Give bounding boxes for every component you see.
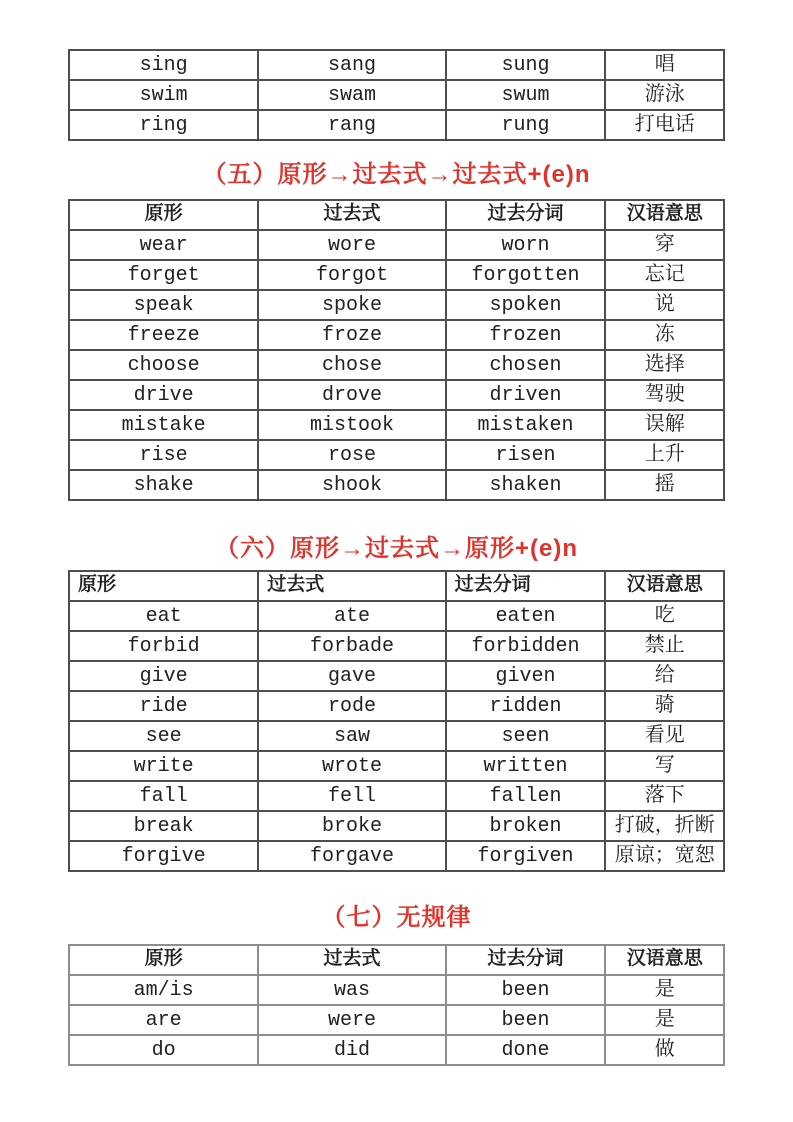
table-cell: eaten [446,601,606,631]
table-cell: spoken [446,290,606,320]
table-row [69,691,724,721]
column-header: 汉语意思 [605,200,724,230]
table-cell: ridden [446,691,606,721]
table-row [69,631,724,661]
column-header: 过去式 [258,200,445,230]
table-header-row [69,571,724,601]
section-7 [0,902,793,1066]
table-row [69,470,724,500]
table-cell: worn [446,230,606,260]
table-cell: wore [258,230,445,260]
table-cell: give [69,661,258,691]
table-cell: forgot [258,260,445,290]
table-cell: 吃 [605,601,724,631]
table-row [69,781,724,811]
table-cell: 冻 [605,320,724,350]
column-header: 过去分词 [446,945,606,975]
table-cell: 摇 [605,470,724,500]
table-cell: frozen [446,320,606,350]
table-row [69,320,724,350]
table-cell: 做 [605,1035,724,1065]
table-cell: 禁止 [605,631,724,661]
table-cell: forgive [69,841,258,871]
section-5 [0,159,793,501]
table-cell: drive [69,380,258,410]
table-cell: driven [446,380,606,410]
table-cell: 穿 [605,230,724,260]
table-cell: shaken [446,470,606,500]
section-6-heading: （六）原形→过去式→原形+(e)n [214,535,578,562]
table-cell: rose [258,440,445,470]
verb-table-past-participle-en [68,199,725,501]
table-cell: mistaken [446,410,606,440]
table-cell: drove [258,380,445,410]
table-cell: given [446,661,606,691]
column-header: 原形 [69,571,258,601]
table-cell: chosen [446,350,606,380]
table-row [69,601,724,631]
table-cell: ate [258,601,445,631]
table-cell: forgiven [446,841,606,871]
table-cell: am/is [69,975,258,1005]
table-cell: see [69,721,258,751]
table-cell: 看见 [605,721,724,751]
table-cell: freeze [69,320,258,350]
table-row [69,410,724,440]
section-continuation-table [0,49,793,141]
table-cell: wear [69,230,258,260]
column-header: 过去式 [258,945,445,975]
column-header: 原形 [69,200,258,230]
table-cell: broke [258,811,445,841]
table-cell: 写 [605,751,724,781]
table-cell: break [69,811,258,841]
table-cell: sang [258,50,445,80]
table-cell: rode [258,691,445,721]
table-cell: 说 [605,290,724,320]
table-row [69,440,724,470]
table-row [69,350,724,380]
table-cell: forgotten [446,260,606,290]
table-cell: eat [69,601,258,631]
table-cell: spoke [258,290,445,320]
column-header: 过去分词 [446,571,606,601]
table-cell: rung [446,110,606,140]
table-row [69,50,724,80]
table-cell: speak [69,290,258,320]
column-header: 原形 [69,945,258,975]
table-cell: write [69,751,258,781]
table-cell: ride [69,691,258,721]
table-cell: 落下 [605,781,724,811]
table-cell: 原谅；宽恕 [605,841,724,871]
verb-table-continuation [68,49,725,141]
section-7-heading: （七）无规律 [321,904,472,931]
table-row [69,841,724,871]
table-cell: swim [69,80,258,110]
table-cell: forget [69,260,258,290]
table-cell: 骑 [605,691,724,721]
column-header: 过去式 [258,571,445,601]
table-cell: sung [446,50,606,80]
table-cell: fall [69,781,258,811]
table-cell: rang [258,110,445,140]
table-cell: are [69,1005,258,1035]
table-row [69,811,724,841]
table-row [69,751,724,781]
table-row [69,230,724,260]
table-cell: 唱 [605,50,724,80]
table-row [69,110,724,140]
table-cell: 是 [605,1005,724,1035]
table-cell: risen [446,440,606,470]
table-cell: 打破，折断 [605,811,724,841]
table-cell: chose [258,350,445,380]
table-cell: swum [446,80,606,110]
table-cell: 选择 [605,350,724,380]
table-row [69,661,724,691]
table-row [69,1035,724,1065]
table-row [69,80,724,110]
table-row [69,975,724,1005]
verb-table-irregular [68,944,725,1066]
table-cell: saw [258,721,445,751]
table-row [69,1005,724,1035]
table-row [69,290,724,320]
table-cell: 打电话 [605,110,724,140]
verb-table-base-form-en [68,570,725,872]
table-row [69,260,724,290]
table-cell: 驾驶 [605,380,724,410]
table-cell: forbade [258,631,445,661]
table-cell: 游泳 [605,80,724,110]
table-cell: forbidden [446,631,606,661]
table-cell: shake [69,470,258,500]
table-cell: do [69,1035,258,1065]
section-5-heading: （五）原形→过去式→过去式+(e)n [202,161,591,188]
table-cell: did [258,1035,445,1065]
table-cell: been [446,975,606,1005]
table-cell: 上升 [605,440,724,470]
table-cell: ring [69,110,258,140]
table-cell: choose [69,350,258,380]
table-cell: been [446,1005,606,1035]
table-cell: froze [258,320,445,350]
column-header: 汉语意思 [605,571,724,601]
table-cell: 是 [605,975,724,1005]
table-cell: rise [69,440,258,470]
table-cell: gave [258,661,445,691]
table-cell: wrote [258,751,445,781]
table-cell: fallen [446,781,606,811]
table-cell: written [446,751,606,781]
table-cell: forbid [69,631,258,661]
table-cell: was [258,975,445,1005]
table-cell: mistake [69,410,258,440]
table-cell: mistook [258,410,445,440]
table-cell: 误解 [605,410,724,440]
table-cell: 忘记 [605,260,724,290]
table-cell: 给 [605,661,724,691]
table-cell: were [258,1005,445,1035]
table-cell: seen [446,721,606,751]
table-cell: swam [258,80,445,110]
table-header-row [69,200,724,230]
table-cell: fell [258,781,445,811]
table-cell: forgave [258,841,445,871]
table-cell: done [446,1035,606,1065]
column-header: 汉语意思 [605,945,724,975]
table-row [69,380,724,410]
table-row [69,721,724,751]
table-cell: shook [258,470,445,500]
column-header: 过去分词 [446,200,606,230]
table-cell: sing [69,50,258,80]
section-6 [0,533,793,872]
table-header-row [69,945,724,975]
table-cell: broken [446,811,606,841]
